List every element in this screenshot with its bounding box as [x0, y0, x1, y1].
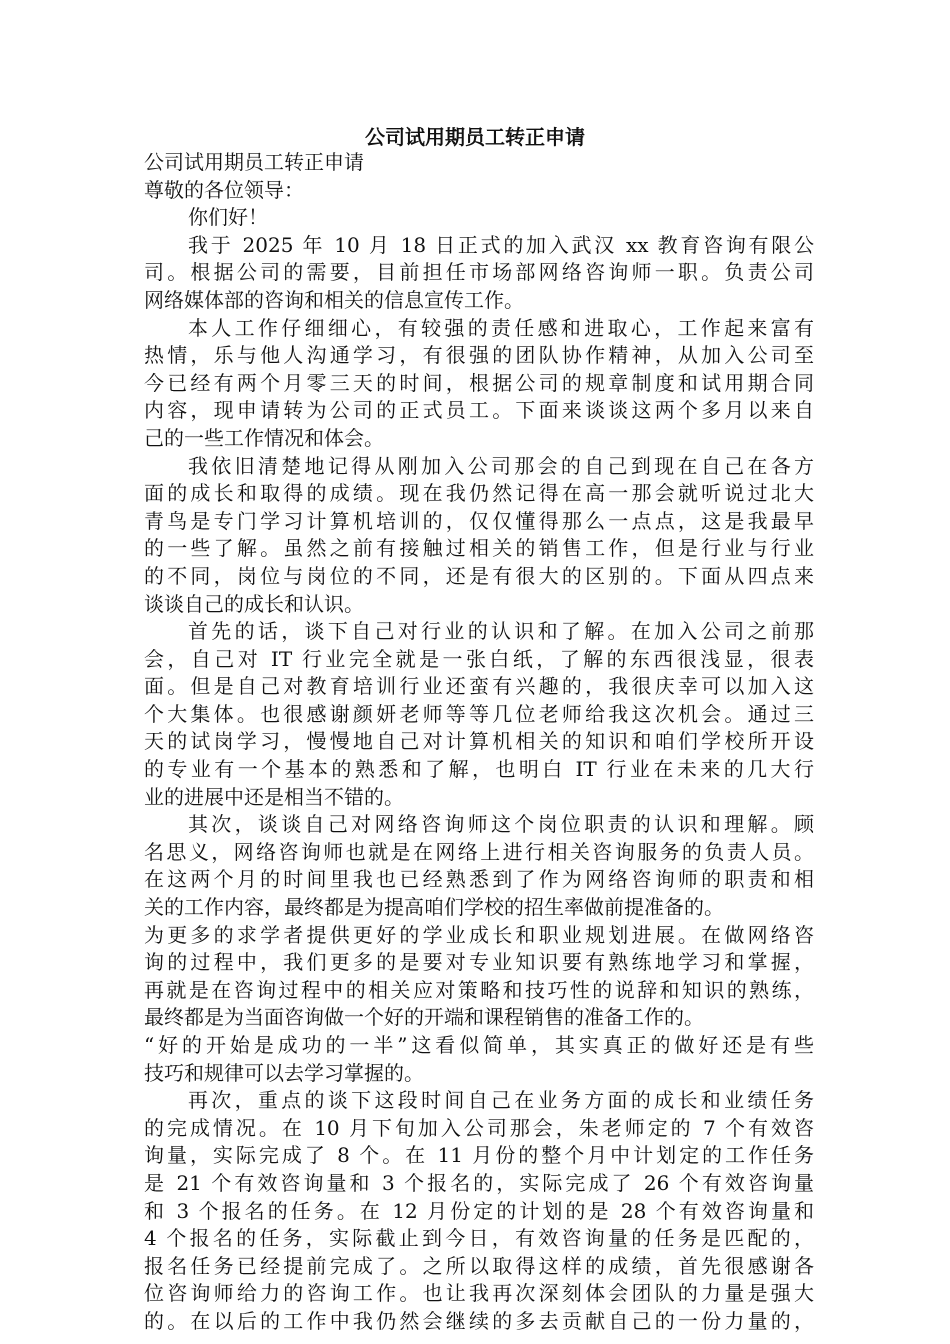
body-line: 个大集体。也很感谢颜妍老师等等几位老师给我这次机会。通过三 [144, 701, 814, 726]
body-line: 的。在以后的工作中我仍然会继续的多去贡献自己的一份力量的， [144, 1308, 814, 1333]
body-line: 网络媒体部的咨询和相关的信息宣传工作。 [144, 287, 524, 312]
body-line: 面的成长和取得的成绩。现在我仍然记得在高一那会就听说过北大 [144, 481, 814, 506]
body-line: 询的过程中，我们更多的是要对专业知识要有熟练地学习和掌握， [144, 950, 814, 975]
body-line: 再就是在咨询过程中的相关应对策略和技巧性的说辞和知识的熟练， [144, 977, 814, 1002]
body-line: 内容，现申请转为公司的正式员工。下面来谈谈这两个多月以来自 [144, 398, 814, 423]
body-line: 青鸟是专门学习计算机培训的，仅仅懂得那么一点点，这是我最早 [144, 508, 814, 533]
document-body [144, 149, 814, 1336]
body-line: 名思义，网络咨询师也就是在网络上进行相关咨询服务的负责人员。 [144, 839, 814, 864]
body-line: 业的进展中还是相当不错的。 [144, 784, 404, 809]
body-line: 位咨询师给力的咨询工作。也让我再次深刻体会团队的力量是强大 [144, 1281, 814, 1306]
body-line: 首先的话，谈下自己对行业的认识和了解。在加入公司之前那 [188, 619, 814, 644]
body-line: 是 21 个有效咨询量和 3 个报名的，实际完成了 26 个有效咨询量 [144, 1170, 814, 1195]
body-line: 在这两个月的时间里我也已经熟悉到了作为网络咨询师的职责和相 [144, 867, 814, 892]
body-line: 会，自己对 IT 行业完全就是一张白纸，了解的东西很浅显，很表 [144, 646, 814, 671]
body-line: 我于 2025 年 10 月 18 日正式的加入武汉 xx 教育咨询有限公 [188, 232, 814, 257]
body-line: 天的试岗学习，慢慢地自己对计算机相关的知识和咱们学校所开设 [144, 729, 814, 754]
body-line: 面。但是自己对教育培训行业还蛮有兴趣的，我很庆幸可以加入这 [144, 674, 814, 699]
body-line: 和 3 个报名的任务。在 12 月份定的计划的是 28 个有效咨询量和 [144, 1198, 814, 1223]
body-line: 最终都是为当面咨询做一个好的开端和课程销售的准备工作的。 [144, 1005, 704, 1030]
body-line: 的一些了解。虽然之前有接触过相关的销售工作，但是行业与行业 [144, 536, 814, 561]
body-line: “好的开始是成功的一半”这看似简单，其实真正的做好还是有些 [144, 1033, 814, 1057]
body-line: 司。根据公司的需要，目前担任市场部网络咨询师一职。负责公司 [144, 260, 814, 285]
body-line: 技巧和规律可以去学习掌握的。 [144, 1060, 424, 1085]
body-line: 再次，重点的谈下这段时间自己在业务方面的成长和业绩任务 [188, 1088, 814, 1113]
body-line: 公司试用期员工转正申请 [144, 150, 364, 174]
body-line: 4 个报名的任务，实际截止到今日，有效咨询量的任务是匹配的， [144, 1226, 814, 1251]
body-line: 的不同，岗位与岗位的不同，还是有很大的区别的。下面从四点来 [144, 563, 814, 588]
body-line: 今已经有两个月零三天的时间，根据公司的规章制度和试用期合同 [144, 370, 814, 395]
body-line: 为更多的求学者提供更好的学业成长和职业规划进展。在做网络咨 [144, 922, 814, 947]
document-title: 公司试用期员工转正申请 [365, 125, 585, 149]
body-line: 的完成情况。在 10 月下旬加入公司那会，朱老师定的 7 个有效咨 [144, 1115, 814, 1140]
body-line: 询量，实际完成了 8 个。在 11 月份的整个月中计划定的工作任务 [144, 1143, 814, 1168]
body-line: 其次，谈谈自己对网络咨询师这个岗位职责的认识和理解。顾 [188, 812, 814, 837]
body-line: 己的一些工作情况和体会。 [144, 425, 384, 450]
body-line: 我依旧清楚地记得从刚加入公司那会的自己到现在自己在各方 [188, 453, 814, 478]
body-line: 尊敬的各位领导： [144, 177, 304, 202]
body-line: 本人工作仔细细心，有较强的责任感和进取心，工作起来富有 [188, 315, 814, 340]
body-line: 关的工作内容，最终都是为提高咱们学校的招生率做前提准备的。 [144, 895, 724, 920]
body-line: 你们好！ [188, 205, 268, 230]
body-line: 报名任务已经提前完成了。之所以取得这样的成绩，首先很感谢各 [144, 1253, 814, 1278]
body-line: 热情，乐与他人沟通学习，有很强的团队协作精神，从加入公司至 [144, 343, 814, 368]
body-line: 的专业有一个基本的熟悉和了解，也明白 IT 行业在未来的几大行 [144, 757, 814, 782]
body-line: 谈谈自己的成长和认识。 [144, 591, 364, 616]
